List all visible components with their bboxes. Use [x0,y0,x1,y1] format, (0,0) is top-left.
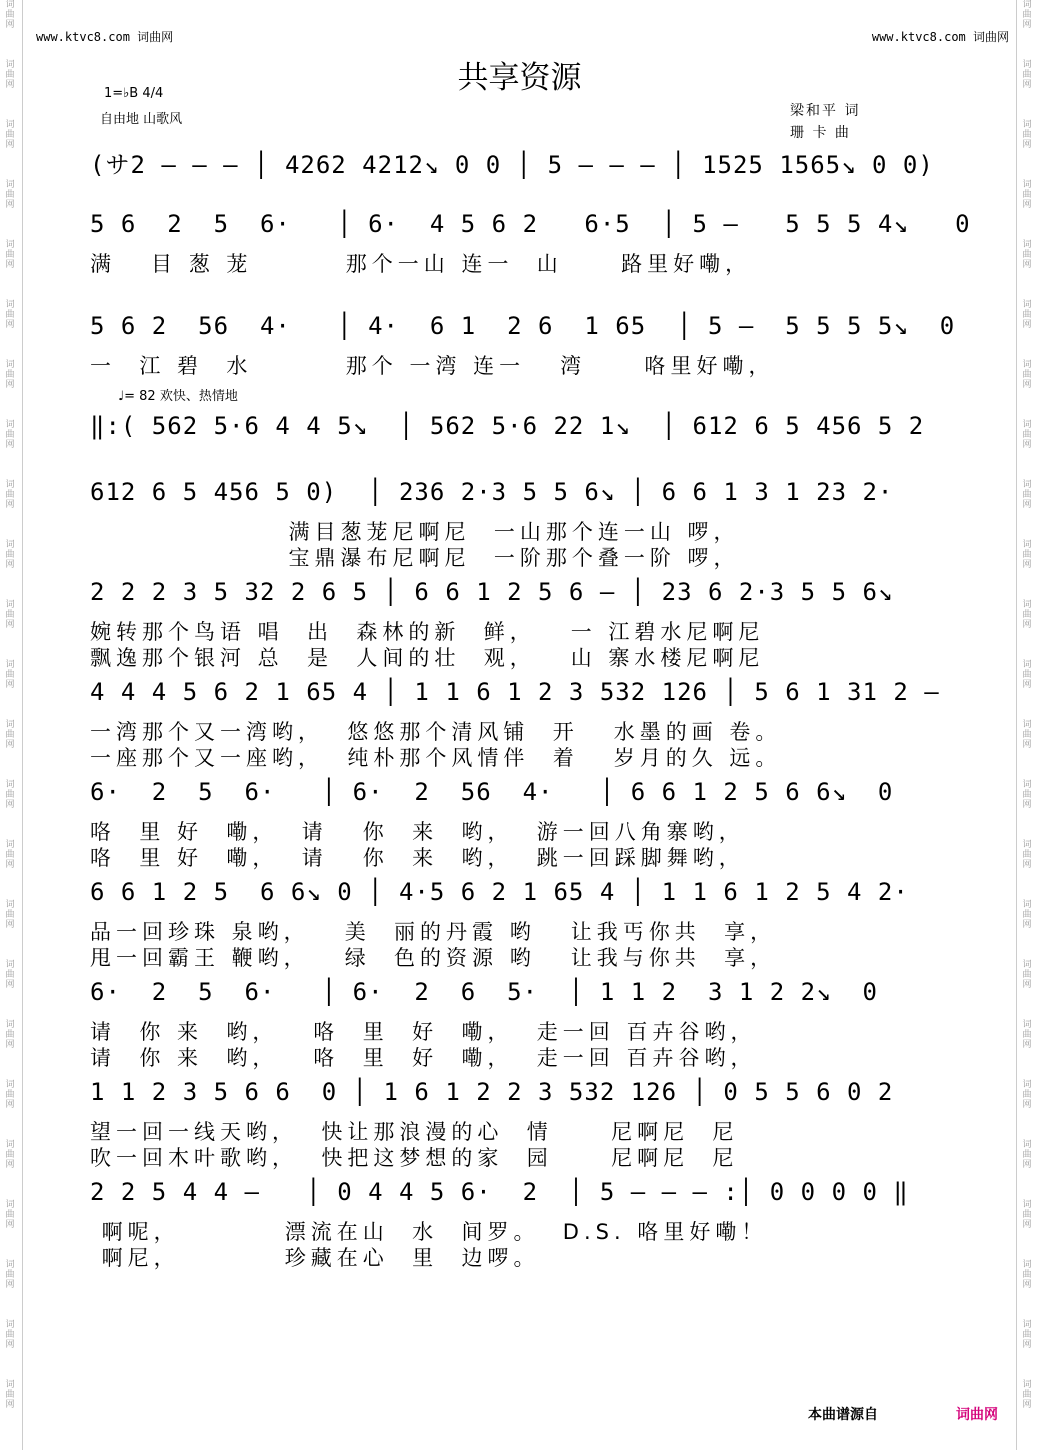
notation-line: ‖:( 562 5·6 4 4 5↘ │ 562 5·6 22 1↘ │ 612 6 5 456 5 2 [90,412,925,440]
brand-logo: 词曲网 [956,1407,998,1423]
notation-line: 6 6 1 2 5 6 6↘ 0 │ 4·5 6 2 1 65 4 │ 1 1 6 1 2 5 4 2· [90,878,909,906]
key-signature: 1=♭B 4/4 [104,86,164,101]
side-watermark-text: 词曲网 [1022,960,1032,990]
side-watermark-text: 词曲网 [5,180,15,210]
lyric-line: 吹一回木叶歌哟， 快把这梦想的家 园 尼啊尼 尼 [90,1146,739,1170]
side-watermark-text: 词曲网 [5,840,15,870]
side-watermark-text: 词曲网 [5,420,15,450]
lyric-line: 宝鼎瀑布尼啊尼 一阶那个叠一阶 啰， [90,546,740,570]
side-watermark-text: 词曲网 [5,480,15,510]
notation-line: 1 1 2 3 5 6 6 0 │ 1 6 1 2 2 3 532 126 │ 0 5 5 6 0 2 [90,1078,894,1106]
side-watermark-text: 词曲网 [5,1080,15,1110]
side-watermark-text: 词曲网 [5,600,15,630]
side-watermark-text: 词曲网 [5,240,15,270]
side-watermark-text: 词曲网 [1022,120,1032,150]
lyric-line: 一湾那个又一湾哟， 悠悠那个清风铺 开 水墨的画 卷。 [90,720,782,744]
lyric-line: 咯 里 好 嘞， 请 你 来 哟， 游一回八角寨哟， [90,820,745,844]
lyric-line: 一座那个又一座哟， 纯朴那个风情伴 着 岁月的久 远。 [90,746,782,770]
lyric-line: 一 江 碧 水 那个 一湾 连一 湾 咯里好嘞， [90,354,775,378]
style-marking: 自由地 山歌风 [100,112,183,127]
side-watermark-text: 词曲网 [5,60,15,90]
notation-line: 6· 2 5 6· │ 6· 2 56 4· │ 6 6 1 2 5 6 6↘ 0 [90,778,894,806]
side-watermark-text: 词曲网 [5,960,15,990]
lyric-line: 甩一回霸王 鞭哟， 绿 色的资源 哟 让我与你共 享， [90,946,777,970]
tempo-marking: ♩= 82 欢快、热情地 [118,389,238,404]
side-watermark-text: 词曲网 [1022,360,1032,390]
side-watermark-text: 词曲网 [1022,600,1032,630]
side-watermark-text: 词曲网 [5,360,15,390]
side-watermark-text: 词曲网 [1022,720,1032,750]
side-watermark-text: 词曲网 [1022,60,1032,90]
lyric-line: 请 你 来 哟， 咯 里 好 嘞， 走一回 百卉谷哟， [90,1020,757,1044]
side-watermark-text: 词曲网 [5,780,15,810]
side-watermark-text: 词曲网 [1022,300,1032,330]
notation-line: 5 6 2 5 6· │ 6· 4 5 6 2 6·5 │ 5 — 5 5 5 4↘ 0 [90,210,971,238]
lyric-line: 咯 里 好 嘞， 请 你 来 哟， 跳一回踩脚舞哟， [90,846,745,870]
side-watermark-text: 词曲网 [5,1020,15,1050]
notation-line: 5 6 2 56 4· │ 4· 6 1 2 6 1 65 │ 5 — 5 5 5 5↘ 0 [90,312,956,340]
side-watermark-text: 词曲网 [1022,660,1032,690]
side-watermark-text: 词曲网 [1022,780,1032,810]
side-watermark-text: 词曲网 [1022,480,1032,510]
side-watermark-text: 词曲网 [1022,0,1032,30]
lyric-line: 满目葱茏尼啊尼 一山那个连一山 啰， [90,520,740,544]
side-watermark-text: 词曲网 [1022,840,1032,870]
notation-line: 612 6 5 456 5 0) │ 236 2·3 5 5 6↘ │ 6 6 1 3 1 23 2· [90,478,894,506]
side-watermark-text: 词曲网 [1022,1320,1032,1350]
site-url-left: www.ktvc8.com 词曲网 [36,30,174,44]
side-watermark-text: 词曲网 [1022,240,1032,270]
lyricist-credit: 梁和平 词 [790,103,861,119]
notation-line: 2 2 5 4 4 — │ 0 4 4 5 6· 2 │ 5 — — — :│ 0 0 0 0 ‖ [90,1178,909,1206]
side-watermark-text: 词曲网 [1022,1020,1032,1050]
side-watermark-text: 词曲网 [5,1320,15,1350]
side-watermark-text: 词曲网 [5,900,15,930]
lyric-line: 请 你 来 哟， 咯 里 好 嘞， 走一回 百卉谷哟， [90,1046,757,1070]
side-watermark-text: 词曲网 [5,120,15,150]
side-watermark-text: 词曲网 [5,1260,15,1290]
side-watermark-text: 词曲网 [1022,1140,1032,1170]
lyric-line: 啊尼， 珍藏在心 里 边啰。 [90,1246,540,1270]
side-watermark-text: 词曲网 [1022,1080,1032,1110]
side-watermark-text: 词曲网 [5,1140,15,1170]
composer-credit: 珊 卡 曲 [790,125,851,141]
lyric-line: 啊呢， 漂流在山 水 间罗。 D.S. 咯里好嘞！ [90,1220,768,1244]
notation-line: 2 2 2 3 5 32 2 6 5 │ 6 6 1 2 5 6 — │ 23 6 2·3 5 5 6↘ [90,578,894,606]
side-watermark-text: 词曲网 [1022,180,1032,210]
notation-line: 6· 2 5 6· │ 6· 2 6 5· │ 1 1 2 3 1 2 2↘ 0 [90,978,878,1006]
side-watermark-text: 词曲网 [5,540,15,570]
notation-line: 4 4 4 5 6 2 1 65 4 │ 1 1 6 1 2 3 532 126 │ 5 6 1 31 2 — [90,678,940,706]
lyric-line: 飘逸那个银河 总 是 人间的壮 观， 山 寨水楼尼啊尼 [90,646,765,670]
side-watermark-text: 词曲网 [5,1200,15,1230]
side-watermark-text: 词曲网 [1022,1200,1032,1230]
side-watermark-text: 词曲网 [1022,1260,1032,1290]
side-watermark-text: 词曲网 [1022,420,1032,450]
lyric-line: 望一回一线天哟， 快让那浪漫的心 情 尼啊尼 尼 [90,1120,739,1144]
side-watermark-text: 词曲网 [5,0,15,30]
side-watermark-text: 词曲网 [5,660,15,690]
site-url-right: www.ktvc8.com 词曲网 [871,30,1009,44]
right-margin-watermark [1016,0,1039,1450]
source-note: 本曲谱源自 [808,1407,878,1423]
notation-line: (サ2 — — — │ 4262 4212↘ 0 0 │ 5 — — — │ 1525 1565↘ 0 0) [90,151,934,179]
song-title: 共享资源 [457,60,582,96]
lyric-line: 品一回珍珠 泉哟， 美 丽的丹霞 哟 让我丐你共 享， [90,920,777,944]
lyric-line: 婉转那个鸟语 唱 出 森林的新 鲜， 一 江碧水尼啊尼 [90,620,765,644]
left-margin-watermark [0,0,23,1450]
side-watermark-text: 词曲网 [5,1380,15,1410]
side-watermark-text: 词曲网 [1022,900,1032,930]
side-watermark-text: 词曲网 [1022,540,1032,570]
side-watermark-text: 词曲网 [1022,1380,1032,1410]
lyric-line: 满 目 葱 茏 那个一山 连一 山 路里好嘞， [90,252,752,276]
side-watermark-text: 词曲网 [5,300,15,330]
side-watermark-text: 词曲网 [5,720,15,750]
